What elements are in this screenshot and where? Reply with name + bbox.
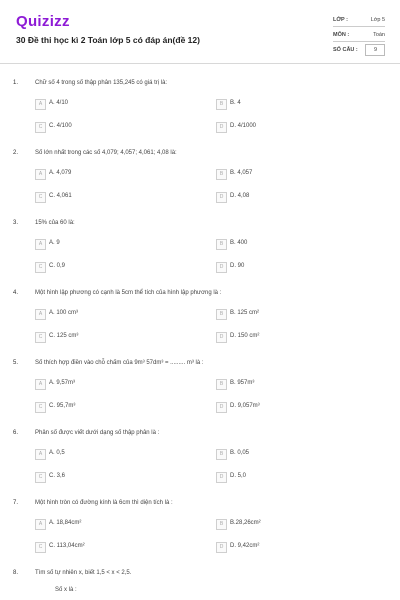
option-text: A. 18,84cm² (49, 520, 82, 526)
option-text: D. 5,0 (230, 473, 247, 479)
question-number: 6. (13, 430, 19, 436)
logo: Quizizz (16, 13, 70, 30)
option-letter-box[interactable]: C (35, 192, 46, 203)
question-text: Tìm số tự nhiên x, biết 1,5 < x < 2,5. (35, 570, 132, 576)
option-text: B. 957m³ (230, 380, 255, 386)
question-text: 15% của 60 là: (35, 220, 75, 226)
meta-value: Lớp 5 (370, 17, 385, 23)
option-letter-box[interactable]: B (216, 519, 227, 530)
meta-underline (333, 26, 385, 27)
option-text: A. 0,5 (49, 450, 65, 456)
option-text: D. 150 cm² (230, 333, 260, 339)
option-letter-box[interactable]: C (35, 402, 46, 413)
option-text: C. 4/100 (49, 123, 72, 129)
option-text: B. 4 (230, 100, 241, 106)
option-text: B. 400 (230, 240, 248, 246)
option-text: A. 9 (49, 240, 60, 246)
question-number: 8. (13, 570, 19, 576)
question-number: 2. (13, 150, 19, 156)
option-text: A. 100 cm³ (49, 310, 79, 316)
option-letter-box[interactable]: B (216, 99, 227, 110)
option-text: A. 9,57m³ (49, 380, 76, 386)
option-letter-box[interactable]: A (35, 239, 46, 250)
option-letter-box[interactable]: D (216, 402, 227, 413)
option-text: C. 95,7m³ (49, 403, 76, 409)
meta-value: 9 (373, 47, 377, 53)
option-text: C. 125 cm³ (49, 333, 79, 339)
option-letter-box[interactable]: A (35, 519, 46, 530)
question-text: Một hình tròn có đường kính là 6cm thì diện tích là : (35, 500, 173, 506)
option-text: C. 113,04cm² (49, 543, 85, 549)
option-letter-box[interactable]: A (35, 169, 46, 180)
question-number: 3. (13, 220, 19, 226)
option-letter-box[interactable]: C (35, 472, 46, 483)
option-text: B. 125 cm² (230, 310, 260, 316)
page-title: 30 Đề thi học kì 2 Toán lớp 5 có đáp án(đề 12) (16, 35, 200, 45)
option-letter-box[interactable]: D (216, 262, 227, 273)
option-letter-box[interactable]: B (216, 169, 227, 180)
meta-label: MÔN : (333, 32, 350, 38)
option-letter-box[interactable]: C (35, 122, 46, 133)
option-text: D. 9,42cm² (230, 543, 260, 549)
question-text: Phân số được viết dưới dạng số thập phân là : (35, 430, 160, 436)
option-letter-box[interactable]: B (216, 449, 227, 460)
option-text: A. 4/10 (49, 100, 69, 106)
option-letter-box[interactable]: D (216, 192, 227, 203)
option-letter-box[interactable]: A (35, 309, 46, 320)
question-number: 5. (13, 360, 19, 366)
option-text: C. 3,6 (49, 473, 66, 479)
option-letter-box[interactable]: D (216, 472, 227, 483)
option-letter-box[interactable]: D (216, 332, 227, 343)
option-text: D. 9,057m³ (230, 403, 260, 409)
question-subtext: Số x là : (55, 587, 77, 593)
meta-value: Toán (373, 32, 385, 38)
meta-underline (333, 41, 385, 42)
option-letter-box[interactable]: A (35, 449, 46, 460)
option-text: D. 4/1000 (230, 123, 257, 129)
option-text: D. 4,08 (230, 193, 250, 199)
question-number: 7. (13, 500, 19, 506)
question-text: Số thích hợp điền vào chỗ chấm của 9m³ 57dm³ = ......... m³ là : (35, 360, 204, 366)
question-text: Chữ số 4 trong số thập phân 135,245 có giá trị là: (35, 80, 168, 86)
option-letter-box[interactable]: A (35, 379, 46, 390)
question-number: 1. (13, 80, 19, 86)
option-letter-box[interactable]: D (216, 542, 227, 553)
question-text: Một hình lập phương có cạnh là 5cm thể tích của hình lập phương là : (35, 290, 222, 296)
option-text: C. 4,061 (49, 193, 72, 199)
meta-label: SỐ CÂU : (333, 47, 358, 53)
option-text: B. 0,05 (230, 450, 250, 456)
option-letter-box[interactable]: D (216, 122, 227, 133)
option-letter-box[interactable]: C (35, 332, 46, 343)
option-letter-box[interactable]: C (35, 542, 46, 553)
option-letter-box[interactable]: B (216, 379, 227, 390)
option-letter-box[interactable]: B (216, 239, 227, 250)
option-letter-box[interactable]: B (216, 309, 227, 320)
option-letter-box[interactable]: C (35, 262, 46, 273)
header-divider (0, 63, 400, 64)
question-text: Số lớn nhất trong các số 4,079; 4,057; 4,061; 4,08 là: (35, 150, 177, 156)
option-text: B. 4,057 (230, 170, 253, 176)
option-text: A. 4,079 (49, 170, 72, 176)
option-letter-box[interactable]: A (35, 99, 46, 110)
option-text: C. 0,9 (49, 263, 66, 269)
question-number: 4. (13, 290, 19, 296)
meta-label: LỚP : (333, 17, 348, 23)
option-text: D. 90 (230, 263, 245, 269)
option-text: B.28,26cm² (230, 520, 261, 526)
